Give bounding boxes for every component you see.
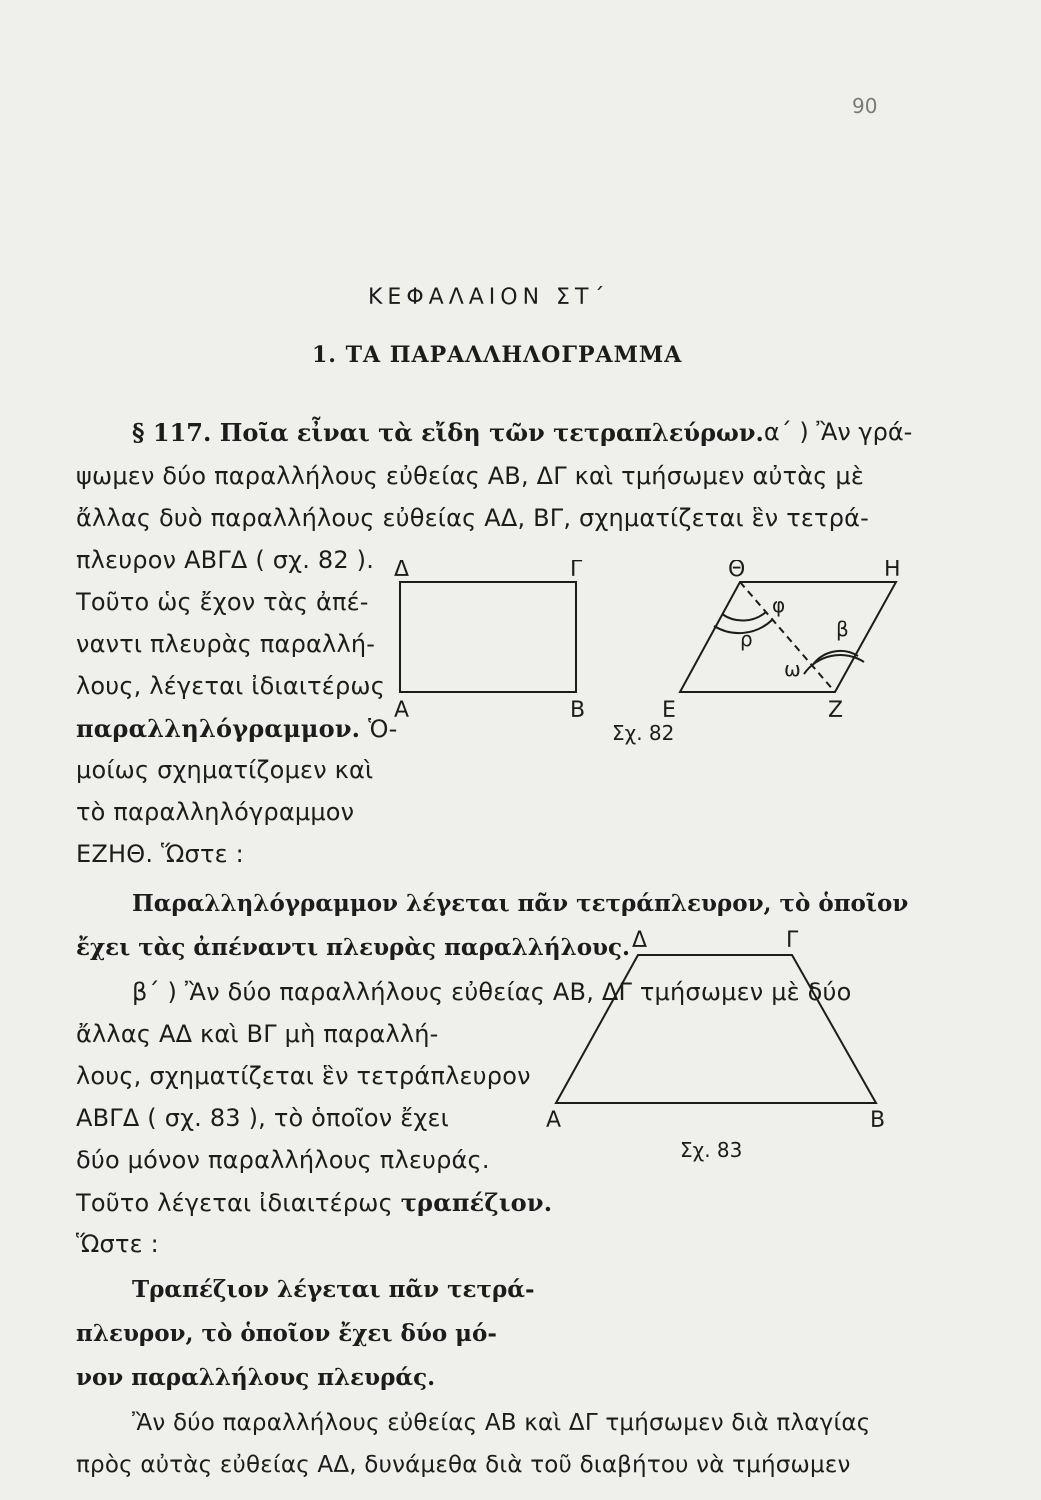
label-alpha: Α [546,1108,562,1133]
parallelogram-abgd [400,582,576,692]
angle-arc-omega [804,655,864,674]
paragraph-line: Τοῦτο λέγεται ἰδιαιτέρως τραπέζιον. [76,1188,553,1217]
term-trapezium: τραπέζιον. [400,1188,553,1217]
label-eta: Η [884,560,901,582]
section-title: 1. ΤΑ ΠΑΡΑΛΛΗΛΟΓΡΑΜΜΑ [312,342,683,368]
label-beta-vertex: Β [570,698,586,723]
chapter-title: ΚΕΦΑΛΑΙΟΝ ΣΤ΄ [368,285,610,310]
paragraph-line: ναντι πλευρὰς παραλλή- [76,630,376,658]
definition-line: Τραπέζιον λέγεται πᾶν τετρά- [132,1276,535,1303]
label-gamma: Γ [786,928,799,953]
paragraph-line: ΕΖΗΘ. Ὥστε : [76,840,244,868]
label-theta: Θ [728,560,746,582]
label-epsilon: Ε [662,698,676,723]
paragraph-line: ΑΒΓΔ ( σχ. 83 ), τὸ ὁποῖον ἔχει [76,1104,449,1132]
term-parallelogram: παραλληλόγραμμον. [76,714,361,743]
definition-line: νον παραλλήλους πλευράς. [76,1364,436,1391]
definition-line: Παραλληλόγραμμον λέγεται πᾶν τετράπλευρον, τὸ ὁποῖον [132,890,909,917]
label-omega: ω [784,657,801,681]
definition-line: πλευρον, τὸ ὁποῖον ἔχει δύο μό- [76,1320,497,1347]
angle-arc-phi [722,612,766,621]
paragraph-line: ἄλλας ΑΔ καὶ ΒΓ μὴ παραλλή- [76,1020,439,1048]
paragraph-line: πρὸς αὐτὰς εὐθείας ΑΔ, δυνάμεθα διὰ τοῦ διαβήτου νὰ τμήσωμεν [76,1452,851,1478]
figure-82 [380,560,910,760]
caption-fig82: Σχ. 82 [612,721,675,745]
figure-83 [540,925,910,1170]
paragraph-line: β΄ ) Ἂν δύο παραλλήλους εὐθείας ΑΒ, ΔΓ τμήσωμεν μὲ δύο [132,978,852,1006]
label-beta-vertex: Β [870,1108,886,1133]
label-b: β [836,617,849,641]
paragraph-line: Ἂν δύο παραλλήλους εὐθείας ΑΒ καὶ ΔΓ τμήσωμεν διὰ πλαγίας [132,1410,871,1436]
paragraph-line: § 117. Ποῖα εἶναι τὰ εἴδη τῶν τετραπλεύρων. α΄ ) Ἂν γρά- [132,418,913,447]
section-heading: § 117. Ποῖα εἶναι τὰ εἴδη τῶν τετραπλεύρων. [132,418,764,447]
definition-line: ἔχει τὰς ἀπέναντι πλευρὰς παραλλήλους. [76,934,631,961]
paragraph-line: λους, σχηματίζεται ἓν τετράπλευρον [76,1062,531,1090]
trapezium-abgd [556,955,876,1103]
caption-fig83: Σχ. 83 [680,1138,743,1162]
label-rho: ρ [740,627,753,651]
label-zeta: Ζ [828,698,844,723]
paragraph-line: λους, λέγεται ἰδιαιτέρως [76,672,385,700]
paragraph-line: πλευρον ΑΒΓΔ ( σχ. 82 ). [76,546,375,574]
label-phi: φ [772,593,786,617]
label-delta: Δ [394,560,410,582]
paragraph-line: ἄλλας δυὸ παραλλήλους εὐθείας ΑΔ, ΒΓ, σχηματίζεται ἓν τετρά- [76,504,870,532]
paragraph-line: ψωμεν δύο παραλλήλους εὐθείας ΑΒ, ΔΓ καὶ τμήσωμεν αὐτὰς μὲ [76,462,865,490]
label-delta: Δ [632,928,648,953]
paragraph-line: παραλληλόγραμμον. Ὁ- [76,714,398,743]
page-number: 90 [852,94,878,118]
label-gamma: Γ [570,560,583,582]
paragraph-line: Τοῦτο ὡς ἔχον τὰς ἀπέ- [76,588,369,616]
label-alpha: Α [394,698,410,723]
paragraph-line: τὸ παραλληλόγραμμον [76,798,355,826]
paragraph-line: δύο μόνον παραλλήλους πλευράς. [76,1146,490,1174]
paragraph-line: μοίως σχηματίζομεν καὶ [76,756,374,784]
paragraph-line: Ὥστε : [76,1230,159,1258]
